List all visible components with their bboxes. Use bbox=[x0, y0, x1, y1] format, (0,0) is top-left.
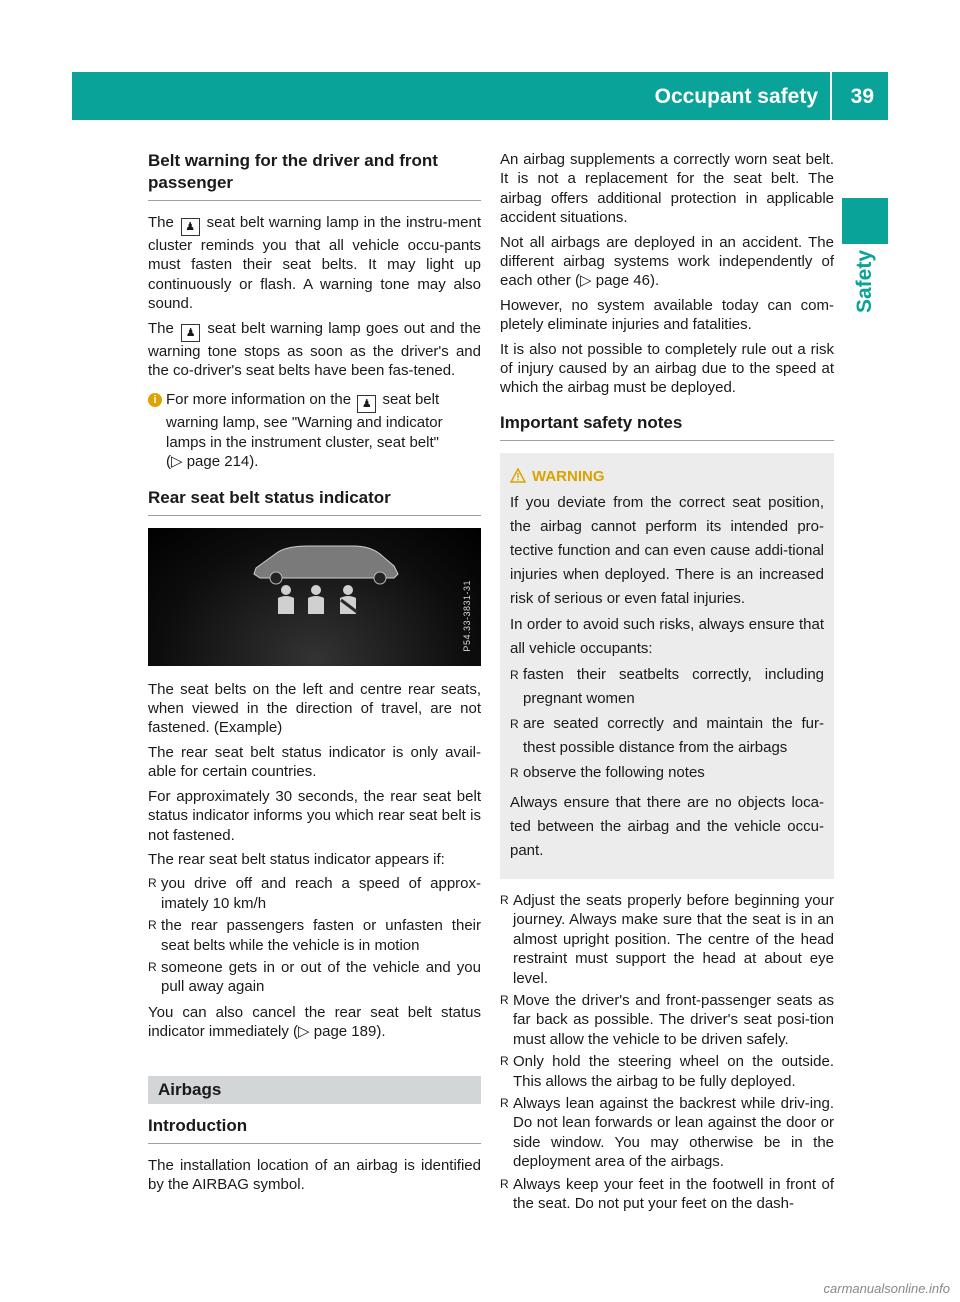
list-item bbox=[148, 874, 481, 913]
introduction-heading: Introduction bbox=[148, 1115, 481, 1144]
text: observe the following notes bbox=[523, 763, 705, 781]
text: the rear passengers fasten or unfasten their seat belts while the vehicle is in motion bbox=[161, 917, 481, 954]
rear-right-seat-fastened-icon bbox=[340, 585, 357, 614]
safety-notes-list bbox=[500, 891, 834, 1214]
bullet-icon: R bbox=[500, 892, 509, 907]
text: seat belt warning lamp, see "Warning and indicator lamps in the instrument cluster, seat belt" bbox=[166, 391, 443, 451]
list-item bbox=[500, 891, 834, 988]
header-title: Occupant safety bbox=[654, 85, 818, 108]
info-icon: i bbox=[148, 393, 162, 407]
bullet-icon: R bbox=[510, 716, 519, 731]
text: someone gets in or out of the vehicle and you pull away again bbox=[161, 958, 481, 996]
rear-paragraph-1: The seat belts on the left and centre rear seats, when viewed in the direction of travel, are not fastened. (Example) bbox=[148, 680, 481, 737]
seatbelt-lamp-icon: ♟ bbox=[181, 324, 200, 342]
bullet-icon: R bbox=[148, 959, 157, 974]
info-note bbox=[148, 390, 481, 471]
text: fasten their seatbelts correctly, including pregnant women bbox=[523, 665, 824, 707]
text: The bbox=[148, 319, 174, 337]
warning-header bbox=[510, 465, 824, 489]
text: The bbox=[148, 214, 174, 231]
warning-paragraph-1: If you deviate from the correct seat position, the airbag cannot perform its intended pro-tective function and can even cause addi-tional injuries when deployed. There is an increased risk of serious or even fatal injuries. bbox=[510, 493, 824, 607]
belt-paragraph-1 bbox=[148, 213, 481, 314]
list-item bbox=[148, 916, 481, 955]
header-separator bbox=[830, 72, 832, 120]
bullet-icon: R bbox=[500, 992, 509, 1007]
list-item bbox=[500, 1052, 834, 1091]
text: Only hold the steering wheel on the outside. This allows the airbag to be fully deployed. bbox=[513, 1053, 834, 1090]
seatbelt-lamp-icon: ♟ bbox=[181, 218, 200, 236]
text: seat belt warning lamp goes out and the warning tone stops as soon as the driver's and the co-driver's seat belts have been fas-tened. bbox=[148, 319, 482, 380]
belt-warning-heading: Belt warning for the driver and front passenger bbox=[148, 150, 481, 201]
warning-paragraph-2: In order to avoid such risks, always ensure that all vehicle occupants: bbox=[510, 615, 824, 657]
rear-left-seat-icon bbox=[278, 585, 294, 614]
intro-paragraph: The installation location of an airbag is identified by the AIRBAG symbol. bbox=[148, 1156, 481, 1193]
figure-code: P54.33-3831-31 bbox=[461, 580, 472, 652]
text: Adjust the seats properly before beginning your journey. Always make sure that the seat is in an almost upright position. The centre of the head restraint must support the head at about eye level. bbox=[513, 891, 834, 987]
warning-paragraph-3: Always ensure that there are no objects loca-ted between the airbag and the vehicle occu-pant. bbox=[510, 793, 824, 859]
footer-watermark: carmanualsonline.info bbox=[823, 1280, 950, 1296]
warning-label: WARNING bbox=[532, 467, 605, 485]
bullet-icon: R bbox=[500, 1095, 509, 1110]
bullet-icon: R bbox=[148, 876, 157, 891]
airbag-paragraph-3: However, no system available today can com-pletely eliminate injuries and fatalities. bbox=[500, 296, 834, 334]
rear-conditions-list bbox=[148, 874, 481, 996]
bullet-icon: R bbox=[148, 918, 157, 933]
side-tab-marker bbox=[842, 198, 888, 244]
airbag-paragraph-1: An airbag supplements a correctly worn seat belt. It is not a replacement for the seat belt. The airbag offers additional protection in applicable accident situations. bbox=[500, 151, 834, 227]
rear-paragraph-3: For approximately 30 seconds, the rear seat belt status indicator informs you which rear seat belt is not fastened. bbox=[148, 787, 481, 844]
safety-notes-heading: Important safety notes bbox=[500, 412, 834, 441]
text: you drive off and reach a speed of approx-imately 10 km/h bbox=[161, 875, 481, 912]
left-column bbox=[148, 150, 481, 1199]
text: are seated correctly and maintain the fur-thest possible distance from the airbags bbox=[523, 714, 824, 756]
bullet-icon: R bbox=[500, 1176, 509, 1191]
car-seat-illustration bbox=[148, 528, 481, 666]
bullet-icon: R bbox=[510, 667, 519, 682]
warning-list bbox=[510, 663, 824, 785]
list-item bbox=[510, 712, 824, 760]
warning-triangle-icon bbox=[510, 468, 526, 483]
text: Move the driver's and front-passenger seats as far back as possible. The driver's seat posi-tion must allow the vehicle to be driven safely. bbox=[513, 991, 834, 1048]
bullet-icon: R bbox=[510, 765, 519, 780]
rear-belt-status-figure bbox=[148, 528, 481, 666]
seatbelt-lamp-icon: ♟ bbox=[357, 395, 376, 413]
text: Always lean against the backrest while driv-ing. Do not lean forwards or lean against the door or side window. You may otherwise be in the deployment area of the airbags. bbox=[513, 1094, 834, 1171]
list-item bbox=[148, 958, 481, 997]
rear-paragraph-5: You can also cancel the rear seat belt status indicator immediately (▷ page 189). bbox=[148, 1003, 481, 1041]
airbags-section-band: Airbags bbox=[148, 1076, 481, 1104]
airbag-paragraph-2: Not all airbags are deployed in an accident. The different airbag systems work independently of each other (▷ page 46). bbox=[500, 233, 834, 290]
wheel-icon bbox=[270, 572, 282, 584]
text: For more information on the bbox=[166, 391, 352, 409]
right-column bbox=[500, 150, 834, 1219]
side-tab-label: Safety bbox=[853, 250, 876, 314]
list-item bbox=[500, 1175, 834, 1214]
text: seat belt warning lamp in the instru-ment cluster reminds you that all vehicle occu-pants must fasten their seat belts. It may light up continuously or flash. A warning tone may also sound. bbox=[148, 214, 481, 313]
list-item bbox=[510, 663, 824, 711]
list-item bbox=[500, 1094, 834, 1172]
wheel-icon bbox=[374, 572, 386, 584]
warning-box bbox=[500, 453, 834, 879]
rear-paragraph-4: The rear seat belt status indicator appears if: bbox=[148, 850, 445, 868]
rear-paragraph-2: The rear seat belt status indicator is only avail-able for certain countries. bbox=[148, 743, 481, 781]
page-header bbox=[72, 72, 888, 120]
list-item bbox=[500, 991, 834, 1049]
text: Always keep your feet in the footwell in front of the seat. Do not put your feet on the dash- bbox=[513, 1175, 834, 1212]
rear-indicator-heading: Rear seat belt status indicator bbox=[148, 487, 481, 516]
bullet-icon: R bbox=[500, 1054, 509, 1069]
page-reference-link[interactable]: (▷ page 214). bbox=[166, 453, 259, 471]
airbag-paragraph-4: It is also not possible to completely rule out a risk of injury caused by an airbag due to the speed at which the airbag must be deployed. bbox=[500, 340, 834, 397]
rear-centre-seat-icon bbox=[308, 585, 324, 614]
page-number: 39 bbox=[850, 85, 874, 108]
list-item bbox=[510, 761, 824, 785]
belt-paragraph-2 bbox=[148, 319, 481, 381]
